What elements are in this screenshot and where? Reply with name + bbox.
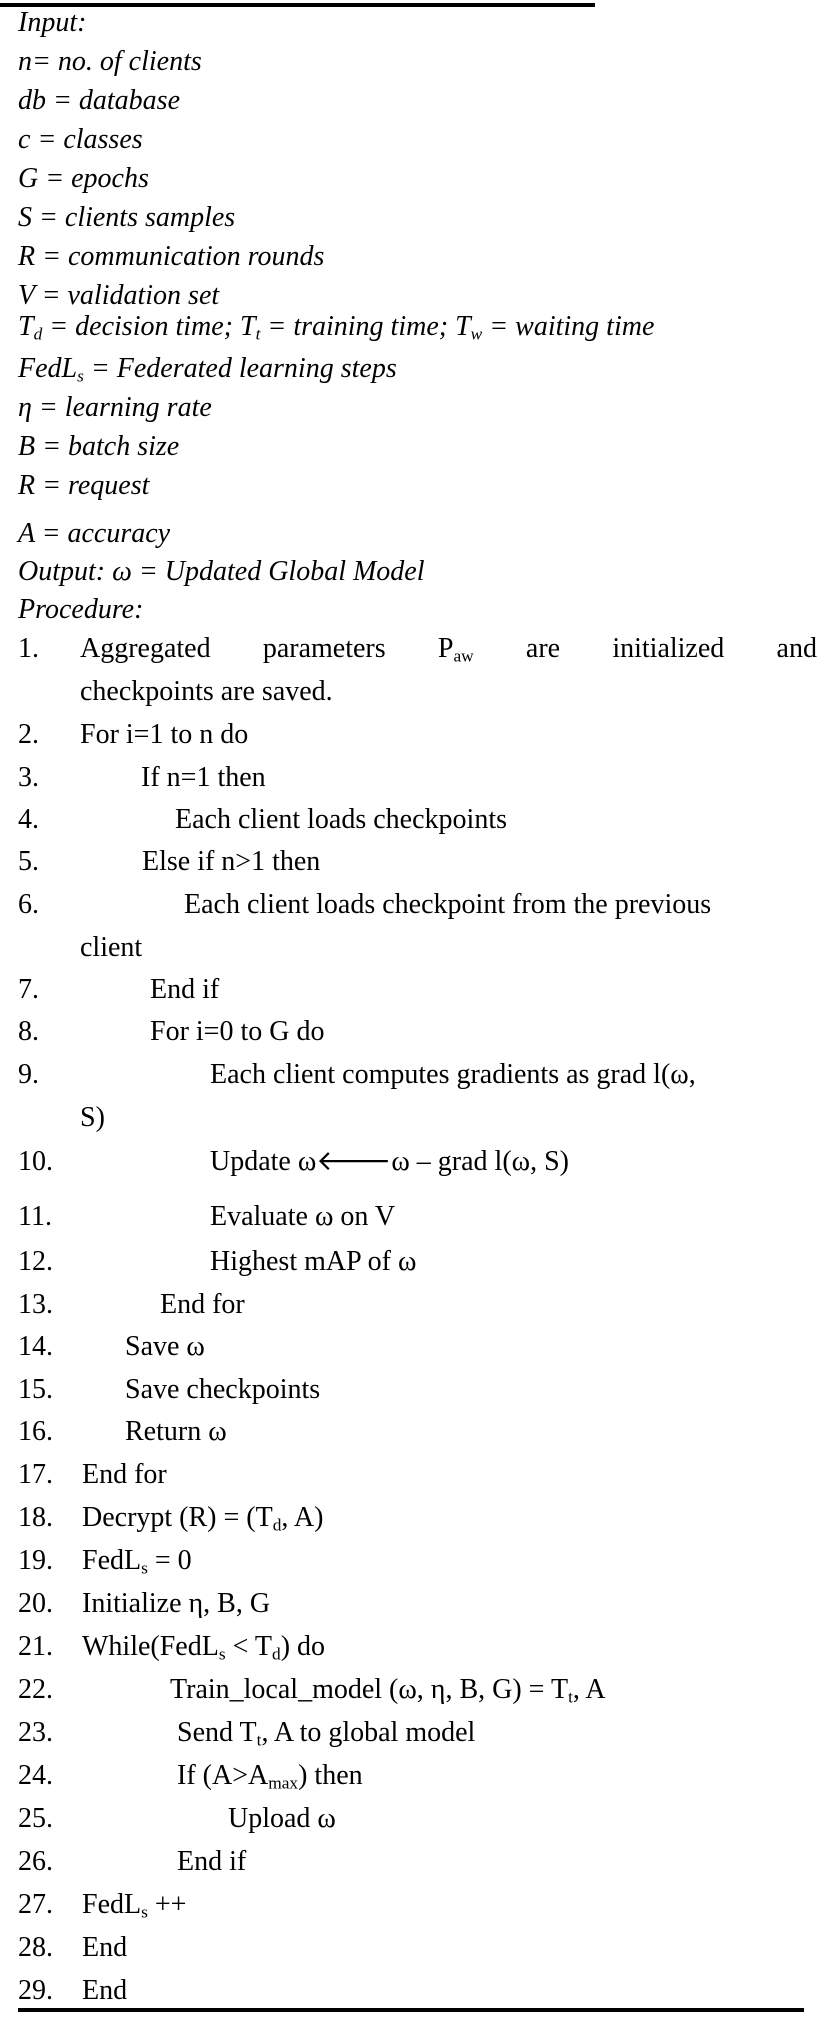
def-c: c = classes (18, 124, 143, 155)
step-9-continued: S) (80, 1102, 105, 1133)
def-n: n= no. of clients (18, 46, 202, 77)
def-g: G = epochs (18, 163, 149, 194)
def-request: R = request (18, 470, 150, 501)
def-times: $T_d$ = decision time; $T_t$ = training time; $T_w$ = waiting time (18, 311, 655, 344)
def-r: R = communication rounds (18, 241, 325, 272)
step-1: 1. Aggregated parameters $P_{aw}$ are initialized and (18, 633, 817, 666)
def-fedls: FedL$_s$ = Federated learning steps (18, 353, 397, 386)
bottom-rule (18, 2008, 804, 2012)
step-1-continued: checkpoints are saved. (80, 676, 333, 707)
top-rule (0, 3, 595, 7)
output-label: Output: ω = Updated Global Model (18, 556, 425, 587)
def-db: db = database (18, 85, 180, 116)
def-b: B = batch size (18, 431, 180, 462)
def-a: A = accuracy (18, 518, 171, 549)
procedure-label: Procedure: (18, 594, 144, 625)
def-s: S = clients samples (18, 202, 236, 233)
step-6-continued: client (80, 932, 143, 963)
def-v: V = validation set (18, 280, 220, 311)
def-eta: η = learning rate (18, 392, 212, 423)
input-label: Input: (18, 7, 87, 38)
